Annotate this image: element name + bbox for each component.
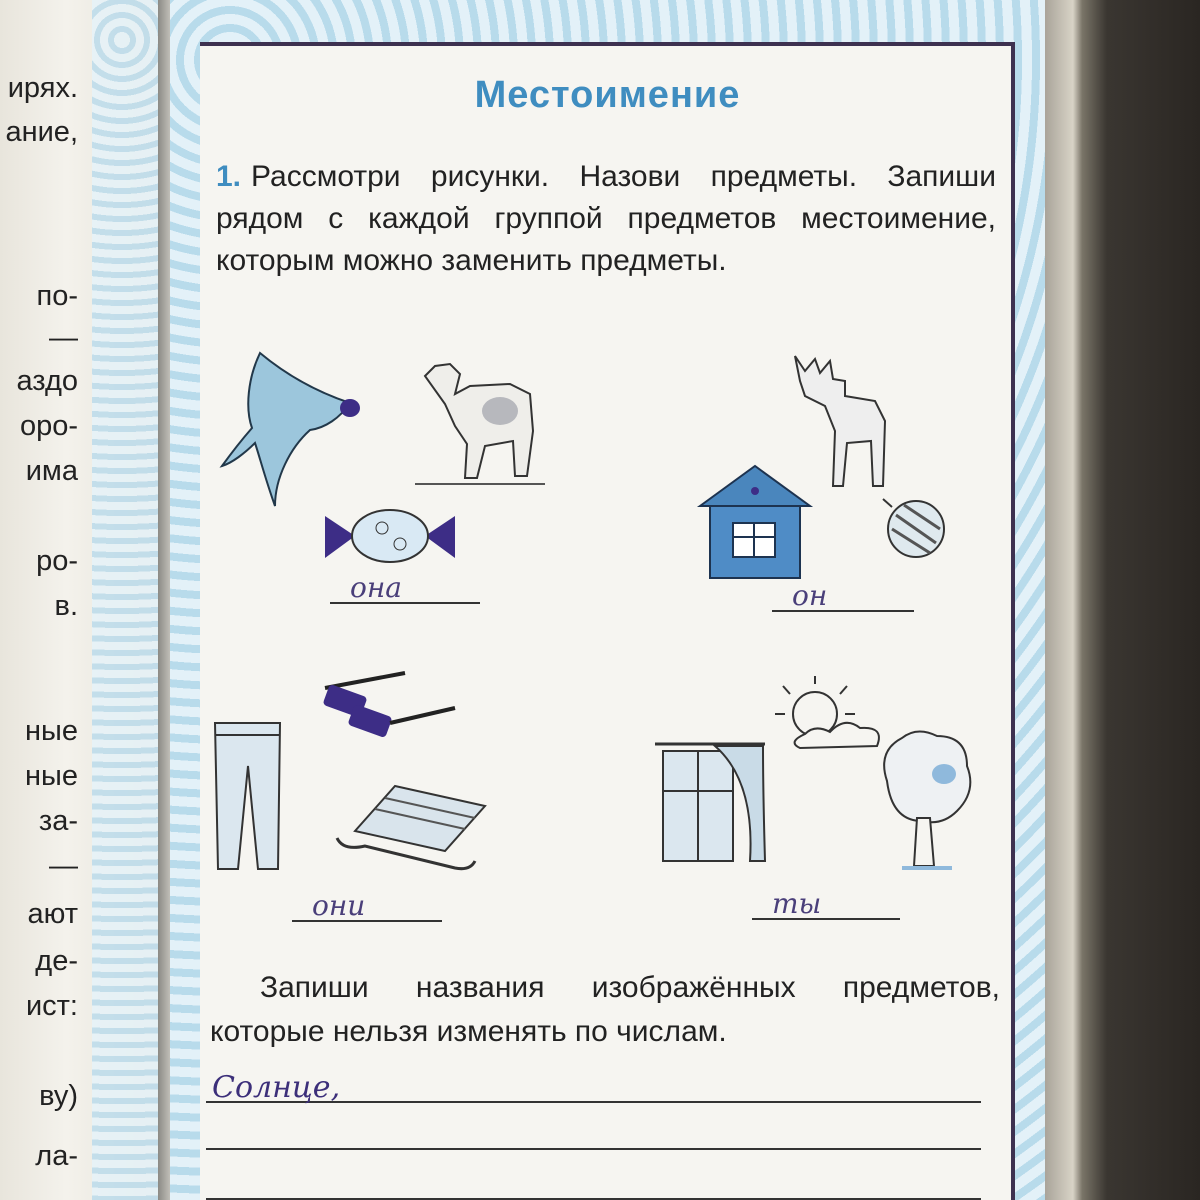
left-fragment: ание, xyxy=(5,116,78,148)
answer-line-1[interactable] xyxy=(330,572,480,604)
left-fragment: ист: xyxy=(25,990,78,1022)
page-title: Местоимение xyxy=(474,74,741,116)
task-1-text: Рассмотри рисунки. Назови предметы. Запиши рядом с каждой группой предметов местоимение, которым можно заменить предметы. xyxy=(216,160,996,277)
cow-icon xyxy=(415,356,545,486)
handwritten-answer: Солнце, xyxy=(212,1070,341,1105)
left-fragment: ные xyxy=(25,715,78,747)
left-fragment: де- xyxy=(35,945,78,977)
left-page-text xyxy=(0,0,92,1200)
left-fragment: ирях. xyxy=(7,72,78,104)
left-fragment: ные xyxy=(25,760,78,792)
window-icon xyxy=(655,741,770,866)
candy-icon xyxy=(320,506,460,566)
task-2-text: Запиши названия изображённых предметов, которые нельзя изменять по числам. xyxy=(210,971,1000,1048)
writing-line-2[interactable] xyxy=(206,1118,981,1150)
left-fragment: — xyxy=(49,322,78,354)
left-page-border xyxy=(92,0,162,1200)
left-fragment: за- xyxy=(38,805,78,837)
task-number: 1. xyxy=(216,160,242,193)
left-fragment: в. xyxy=(54,590,78,622)
left-fragment: аздо xyxy=(16,365,78,397)
glasses-icon xyxy=(320,668,460,738)
house-icon xyxy=(695,461,815,581)
tree-icon xyxy=(872,726,977,871)
left-fragment: по- xyxy=(36,280,78,312)
writing-line-3[interactable] xyxy=(206,1168,981,1200)
trousers-icon xyxy=(210,721,285,871)
swallow-icon xyxy=(220,348,360,508)
left-page xyxy=(0,0,165,1200)
sled-icon xyxy=(335,776,500,871)
handwritten-answer: ты xyxy=(772,887,822,920)
left-fragment: има xyxy=(25,455,78,487)
left-fragment: оро- xyxy=(19,410,78,442)
answer-line-3[interactable] xyxy=(292,890,442,922)
left-fragment: ро- xyxy=(36,545,78,577)
workbook-page xyxy=(200,42,1015,1200)
watermelon-icon xyxy=(878,491,948,561)
answer-line-4[interactable] xyxy=(752,888,900,920)
left-fragment: ают xyxy=(27,898,78,930)
left-fragment: ву) xyxy=(39,1080,78,1112)
left-fragment: ла- xyxy=(35,1140,78,1172)
handwritten-answer: он xyxy=(792,579,828,612)
task-1 xyxy=(216,156,996,282)
handwritten-answer: они xyxy=(312,889,366,922)
left-fragment: — xyxy=(49,850,78,882)
page-edge xyxy=(1045,0,1200,1200)
handwritten-answer: она xyxy=(350,571,402,604)
answer-line-2[interactable] xyxy=(772,580,914,612)
writing-line-1[interactable] xyxy=(206,1071,981,1103)
